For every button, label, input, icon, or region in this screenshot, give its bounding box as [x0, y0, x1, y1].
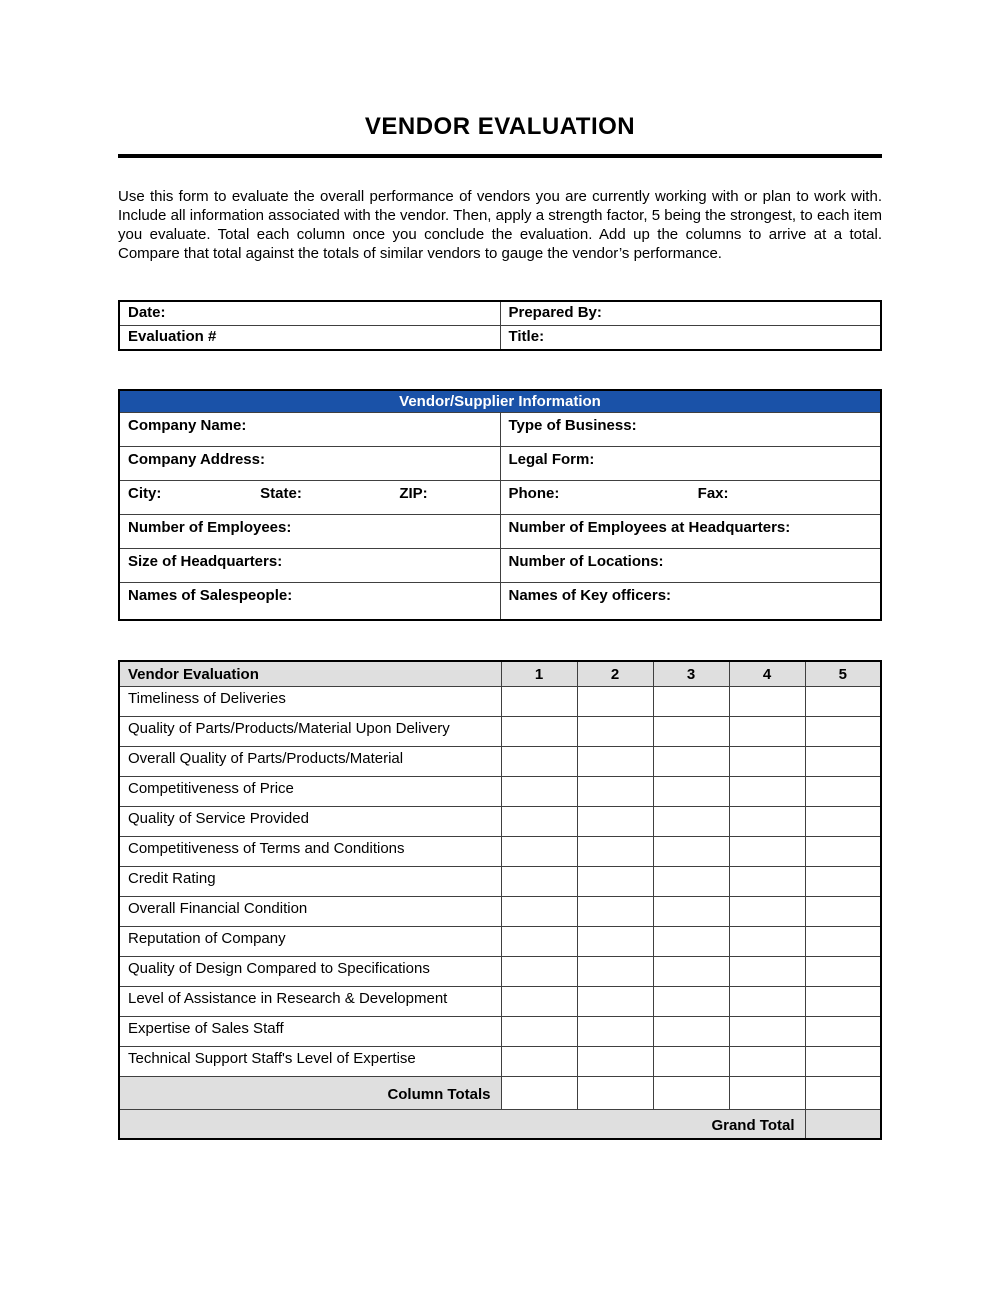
- table-row: [119, 747, 881, 777]
- table-row: [119, 987, 881, 1017]
- evaluation-number-field-cell[interactable]: [119, 326, 500, 351]
- table-row: [119, 515, 881, 549]
- rating-cell[interactable]: [729, 837, 805, 867]
- phone-fax-field-cell[interactable]: [500, 481, 881, 515]
- criterion-label: Level of Assistance in Research & Development: [119, 987, 501, 1017]
- column-total-cell[interactable]: [577, 1077, 653, 1110]
- company-name-field-cell[interactable]: [119, 413, 500, 447]
- employees-at-headquarters-label: Number of Employees at Headquarters:: [508, 519, 791, 536]
- criterion-label: Quality of Design Compared to Specifications: [119, 957, 501, 987]
- intro-paragraph: Use this form to evaluate the overall performance of vendors you are currently working with or plan to work with. Include all information associated with the vendor. Then, apply a strength factor, 5 being the strongest, to each item you evaluate. Total each column once you conclude the evaluation. Add up the columns to arrive at a total. Compare that total against the totals of similar vendors to gauge the vendor’s performance.: [118, 188, 882, 262]
- rating-cell[interactable]: [653, 807, 729, 837]
- rating-cell[interactable]: [805, 777, 881, 807]
- date-field-cell[interactable]: [119, 301, 500, 326]
- rating-cell[interactable]: [653, 1047, 729, 1077]
- table-row: [119, 927, 881, 957]
- rating-cell[interactable]: [805, 1047, 881, 1077]
- rating-cell[interactable]: [729, 1047, 805, 1077]
- rating-cell[interactable]: [501, 927, 577, 957]
- legal-form-label: Legal Form:: [508, 451, 595, 468]
- column-header-1: 1: [501, 661, 577, 687]
- rating-cell[interactable]: [577, 1047, 653, 1077]
- state-label: State:: [260, 485, 302, 502]
- column-header-4: 4: [729, 661, 805, 687]
- column-total-cell[interactable]: [653, 1077, 729, 1110]
- rating-cell[interactable]: [805, 927, 881, 957]
- names-of-key-officers-label: Names of Key officers:: [508, 587, 672, 604]
- rating-cell[interactable]: [805, 1017, 881, 1047]
- criterion-label: Credit Rating: [119, 867, 501, 897]
- rating-cell[interactable]: [501, 777, 577, 807]
- rating-cell[interactable]: [729, 897, 805, 927]
- page-title: VENDOR EVALUATION: [364, 113, 636, 140]
- criterion-label: Technical Support Staff's Level of Expertise: [119, 1047, 501, 1077]
- prepared-by-field-cell[interactable]: [500, 301, 881, 326]
- rating-cell[interactable]: [729, 717, 805, 747]
- table-row: [119, 481, 881, 515]
- date-label: Date:: [128, 304, 166, 321]
- evaluation-header-row: [119, 661, 881, 687]
- size-of-headquarters-label: Size of Headquarters:: [128, 553, 283, 570]
- table-row: [119, 583, 881, 621]
- rating-cell[interactable]: [577, 807, 653, 837]
- rating-cell[interactable]: [577, 957, 653, 987]
- column-total-cell[interactable]: [729, 1077, 805, 1110]
- table-row: [119, 1047, 881, 1077]
- column-totals-row: [119, 1077, 881, 1110]
- rating-cell[interactable]: [653, 777, 729, 807]
- table-row: [119, 807, 881, 837]
- rating-cell[interactable]: [653, 927, 729, 957]
- rating-cell[interactable]: [653, 897, 729, 927]
- rating-cell[interactable]: [729, 867, 805, 897]
- rating-cell[interactable]: [501, 687, 577, 717]
- rating-cell[interactable]: [501, 1017, 577, 1047]
- table-row: [119, 777, 881, 807]
- table-row: [119, 549, 881, 583]
- vendor-info-table: [118, 389, 882, 621]
- table-row: [119, 837, 881, 867]
- column-header-5: 5: [805, 661, 881, 687]
- rating-cell[interactable]: [805, 717, 881, 747]
- evaluation-number-label: Evaluation #: [128, 328, 217, 345]
- rating-cell[interactable]: [805, 747, 881, 777]
- criterion-label: Competitiveness of Price: [119, 777, 501, 807]
- rating-cell[interactable]: [577, 747, 653, 777]
- type-of-business-field-cell[interactable]: [500, 413, 881, 447]
- table-row: [119, 897, 881, 927]
- rating-cell[interactable]: [653, 957, 729, 987]
- rating-cell[interactable]: [653, 837, 729, 867]
- title-label: Title:: [508, 328, 545, 345]
- column-header-3: 3: [653, 661, 729, 687]
- rating-cell[interactable]: [729, 1017, 805, 1047]
- rating-cell[interactable]: [653, 747, 729, 777]
- rating-cell[interactable]: [805, 957, 881, 987]
- criterion-label: Overall Financial Condition: [119, 897, 501, 927]
- grand-total-row: [119, 1110, 881, 1140]
- table-row: [119, 867, 881, 897]
- city-state-zip-field-cell[interactable]: [119, 481, 500, 515]
- rating-cell[interactable]: [653, 687, 729, 717]
- rating-cell[interactable]: [653, 717, 729, 747]
- criterion-label: Quality of Service Provided: [119, 807, 501, 837]
- rating-cell[interactable]: [577, 687, 653, 717]
- rating-cell[interactable]: [577, 987, 653, 1017]
- grand-total-label: Grand Total: [119, 1110, 805, 1140]
- legal-form-field-cell[interactable]: [500, 447, 881, 481]
- names-of-salespeople-label: Names of Salespeople:: [128, 587, 293, 604]
- city-label: City:: [128, 485, 162, 502]
- rating-cell[interactable]: [805, 897, 881, 927]
- rating-cell[interactable]: [501, 867, 577, 897]
- type-of-business-label: Type of Business:: [508, 417, 637, 434]
- number-of-employees-label: Number of Employees:: [128, 519, 292, 536]
- names-of-salespeople-field-cell[interactable]: [119, 583, 500, 621]
- table-row: [119, 413, 881, 447]
- company-address-field-cell[interactable]: [119, 447, 500, 481]
- rating-cell[interactable]: [577, 1017, 653, 1047]
- rating-cell[interactable]: [501, 717, 577, 747]
- grand-total-cell[interactable]: [805, 1110, 881, 1140]
- vendor-info-section-header: Vendor/Supplier Information: [119, 390, 881, 413]
- criterion-label: Competitiveness of Terms and Conditions: [119, 837, 501, 867]
- column-totals-label: Column Totals: [119, 1077, 501, 1110]
- table-row: [119, 390, 881, 413]
- number-of-locations-field-cell[interactable]: [500, 549, 881, 583]
- rating-cell[interactable]: [577, 927, 653, 957]
- rating-cell[interactable]: [577, 717, 653, 747]
- evaluation-table-title: Vendor Evaluation: [119, 661, 501, 687]
- rating-cell[interactable]: [501, 1047, 577, 1077]
- rating-cell[interactable]: [729, 927, 805, 957]
- rating-cell[interactable]: [805, 807, 881, 837]
- rating-cell[interactable]: [729, 987, 805, 1017]
- prepared-by-label: Prepared By:: [508, 304, 602, 321]
- meta-table: [118, 300, 882, 351]
- table-row: [119, 326, 881, 351]
- phone-label: Phone:: [508, 485, 560, 502]
- rating-cell[interactable]: [501, 837, 577, 867]
- rating-cell[interactable]: [729, 807, 805, 837]
- employees-at-headquarters-field-cell[interactable]: [500, 515, 881, 549]
- rating-cell[interactable]: [501, 987, 577, 1017]
- number-of-locations-label: Number of Locations:: [508, 553, 664, 570]
- column-total-cell[interactable]: [501, 1077, 577, 1110]
- rating-cell[interactable]: [805, 987, 881, 1017]
- names-of-key-officers-field-cell[interactable]: [500, 583, 881, 621]
- rating-cell[interactable]: [653, 1017, 729, 1047]
- rating-cell[interactable]: [653, 867, 729, 897]
- rating-cell[interactable]: [805, 687, 881, 717]
- column-header-2: 2: [577, 661, 653, 687]
- table-row: [119, 957, 881, 987]
- rating-cell[interactable]: [729, 957, 805, 987]
- criterion-label: Timeliness of Deliveries: [119, 687, 501, 717]
- fax-label: Fax:: [697, 485, 729, 502]
- rating-cell[interactable]: [653, 987, 729, 1017]
- number-of-employees-field-cell[interactable]: [119, 515, 500, 549]
- rating-cell[interactable]: [501, 897, 577, 927]
- table-row: [119, 717, 881, 747]
- table-row: [119, 1017, 881, 1047]
- criterion-label: Expertise of Sales Staff: [119, 1017, 501, 1047]
- rating-cell[interactable]: [805, 867, 881, 897]
- zip-label: ZIP:: [399, 485, 428, 502]
- table-row: [119, 301, 881, 326]
- rating-cell[interactable]: [501, 747, 577, 777]
- rating-cell[interactable]: [501, 957, 577, 987]
- company-name-label: Company Name:: [128, 417, 247, 434]
- rating-cell[interactable]: [577, 777, 653, 807]
- criterion-label: Quality of Parts/Products/Material Upon Delivery: [119, 717, 501, 747]
- criterion-label: Reputation of Company: [119, 927, 501, 957]
- table-row: [119, 687, 881, 717]
- rating-cell[interactable]: [577, 837, 653, 867]
- rating-cell[interactable]: [805, 837, 881, 867]
- title-divider: [118, 154, 882, 158]
- rating-cell[interactable]: [729, 687, 805, 717]
- company-address-label: Company Address:: [128, 451, 265, 468]
- rating-cell[interactable]: [577, 897, 653, 927]
- rating-cell[interactable]: [577, 867, 653, 897]
- table-row: [119, 447, 881, 481]
- size-of-headquarters-field-cell[interactable]: [119, 549, 500, 583]
- criterion-label: Overall Quality of Parts/Products/Material: [119, 747, 501, 777]
- column-total-cell[interactable]: [805, 1077, 881, 1110]
- rating-cell[interactable]: [501, 807, 577, 837]
- vendor-evaluation-table: [118, 660, 882, 1140]
- title-field-cell[interactable]: [500, 326, 881, 351]
- rating-cell[interactable]: [729, 777, 805, 807]
- rating-cell[interactable]: [729, 747, 805, 777]
